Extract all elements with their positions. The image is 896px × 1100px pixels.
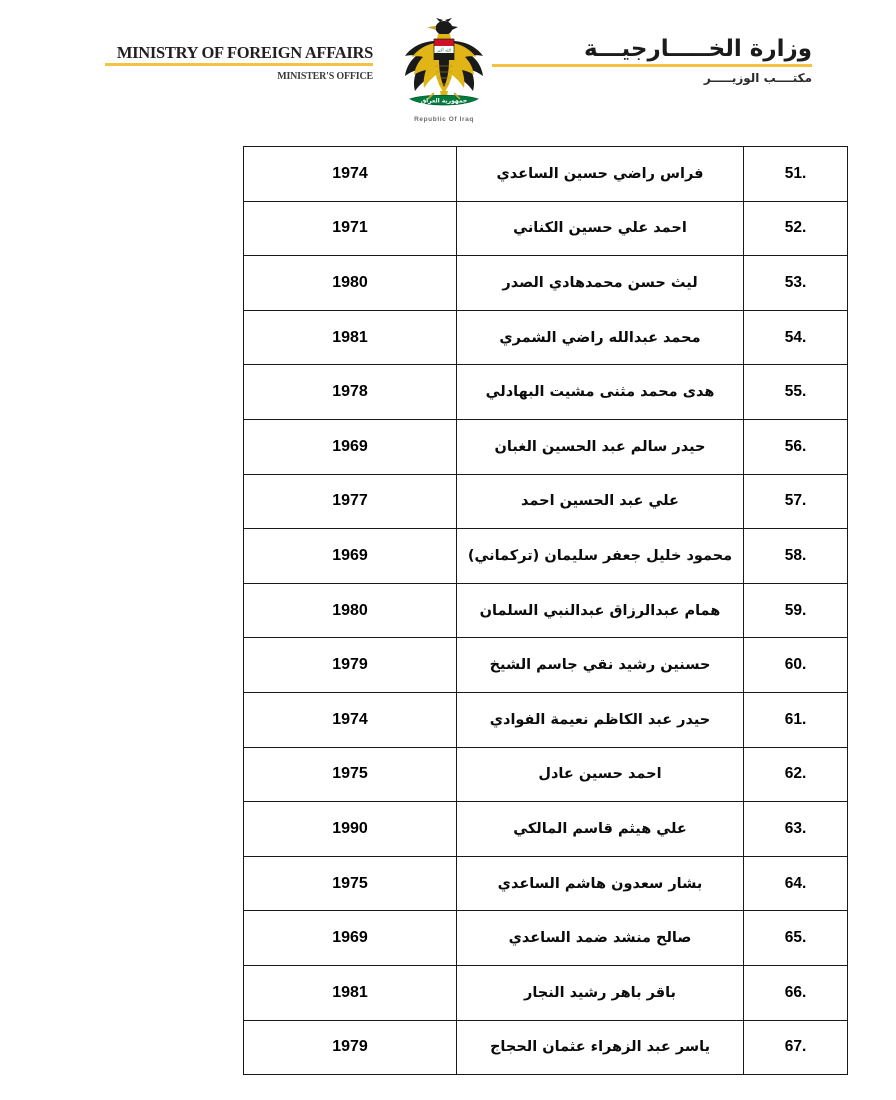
row-birth-year-cell: 1979 [244,638,457,693]
row-name-cell: محمد عبدالله راضي الشمري [457,310,744,365]
row-birth-year-cell: 1980 [244,256,457,311]
arabic-gold-rule [492,64,812,67]
table-row [244,747,848,802]
row-index-cell: 54. [744,310,848,365]
row-name-cell: فراس راضي حسين الساعدي [457,147,744,202]
row-name-cell: هدى محمد مثنى مشيت البهادلي [457,365,744,420]
row-name-cell: حيدر عبد الكاظم نعيمة الفوادي [457,692,744,747]
row-birth-year-cell: 1979 [244,1020,457,1075]
table-row [244,856,848,911]
row-birth-year-cell: 1990 [244,802,457,857]
row-name-cell: محمود خليل جعفر سليمان (تركماني) [457,529,744,584]
row-birth-year-cell: 1975 [244,747,457,802]
table-row [244,802,848,857]
arabic-letterhead-block [492,36,812,85]
table-row [244,911,848,966]
row-birth-year-cell: 1969 [244,419,457,474]
row-name-cell: ليث حسن محمدهادي الصدر [457,256,744,311]
roster-table [243,146,848,1075]
table-row [244,474,848,529]
row-birth-year-cell: 1978 [244,365,457,420]
english-letterhead-block [105,44,373,82]
row-index-cell: 66. [744,965,848,1020]
table-row [244,256,848,311]
table-row [244,965,848,1020]
row-index-cell: 64. [744,856,848,911]
english-gold-rule [105,63,373,66]
row-index-cell: 61. [744,692,848,747]
row-name-cell: احمد علي حسين الكناني [457,201,744,256]
row-birth-year-cell: 1971 [244,201,457,256]
row-index-cell: 63. [744,802,848,857]
row-index-cell: 67. [744,1020,848,1075]
english-ministry-title: MINISTRY OF FOREIGN AFFAIRS [116,43,373,62]
table-row [244,638,848,693]
row-index-cell: 51. [744,147,848,202]
row-birth-year-cell: 1977 [244,474,457,529]
row-birth-year-cell: 1969 [244,911,457,966]
row-birth-year-cell: 1974 [244,692,457,747]
row-birth-year-cell: 1981 [244,310,457,365]
table-row [244,583,848,638]
table-row [244,201,848,256]
table-row [244,692,848,747]
row-index-cell: 56. [744,419,848,474]
row-name-cell: احمد حسين عادل [457,747,744,802]
roster-table-body [244,147,848,1075]
row-name-cell: همام عبدالرزاق عبدالنبي السلمان [457,583,744,638]
table-row [244,365,848,420]
row-index-cell: 62. [744,747,848,802]
svg-text:جمهورية العراق: جمهورية العراق [420,97,468,105]
row-birth-year-cell: 1975 [244,856,457,911]
svg-text:الله أكبر: الله أكبر [436,47,452,53]
row-index-cell: 55. [744,365,848,420]
arabic-office-subtitle: مكتــــب الوزيـــــر [703,70,812,85]
row-birth-year-cell: 1969 [244,529,457,584]
row-index-cell: 60. [744,638,848,693]
row-birth-year-cell: 1981 [244,965,457,1020]
english-office-subtitle: MINISTER'S OFFICE [277,70,373,82]
arabic-ministry-title: وزارة الخـــــارجيـــة [583,36,812,62]
table-row [244,419,848,474]
row-name-cell: علي عبد الحسين احمد [457,474,744,529]
row-name-cell: علي هيثم قاسم المالكي [457,802,744,857]
row-index-cell: 58. [744,529,848,584]
table-row [244,147,848,202]
row-index-cell: 52. [744,201,848,256]
row-birth-year-cell: 1974 [244,147,457,202]
row-index-cell: 65. [744,911,848,966]
row-name-cell: حيدر سالم عبد الحسين الغبان [457,419,744,474]
row-name-cell: ياسر عبد الزهراء عثمان الحجاج [457,1020,744,1075]
row-index-cell: 53. [744,256,848,311]
row-name-cell: حسنين رشيد نقي جاسم الشيخ [457,638,744,693]
emblem-caption: Republic Of Iraq [414,116,474,123]
table-row [244,310,848,365]
letterhead [0,0,896,146]
row-birth-year-cell: 1980 [244,583,457,638]
row-index-cell: 59. [744,583,848,638]
table-row [244,1020,848,1075]
row-index-cell: 57. [744,474,848,529]
row-name-cell: بشار سعدون هاشم الساعدي [457,856,744,911]
table-row [244,529,848,584]
row-name-cell: صالح منشد ضمد الساعدي [457,911,744,966]
eagle-of-saladin-emblem [396,17,492,129]
row-name-cell: باقر باهر رشيد النجار [457,965,744,1020]
